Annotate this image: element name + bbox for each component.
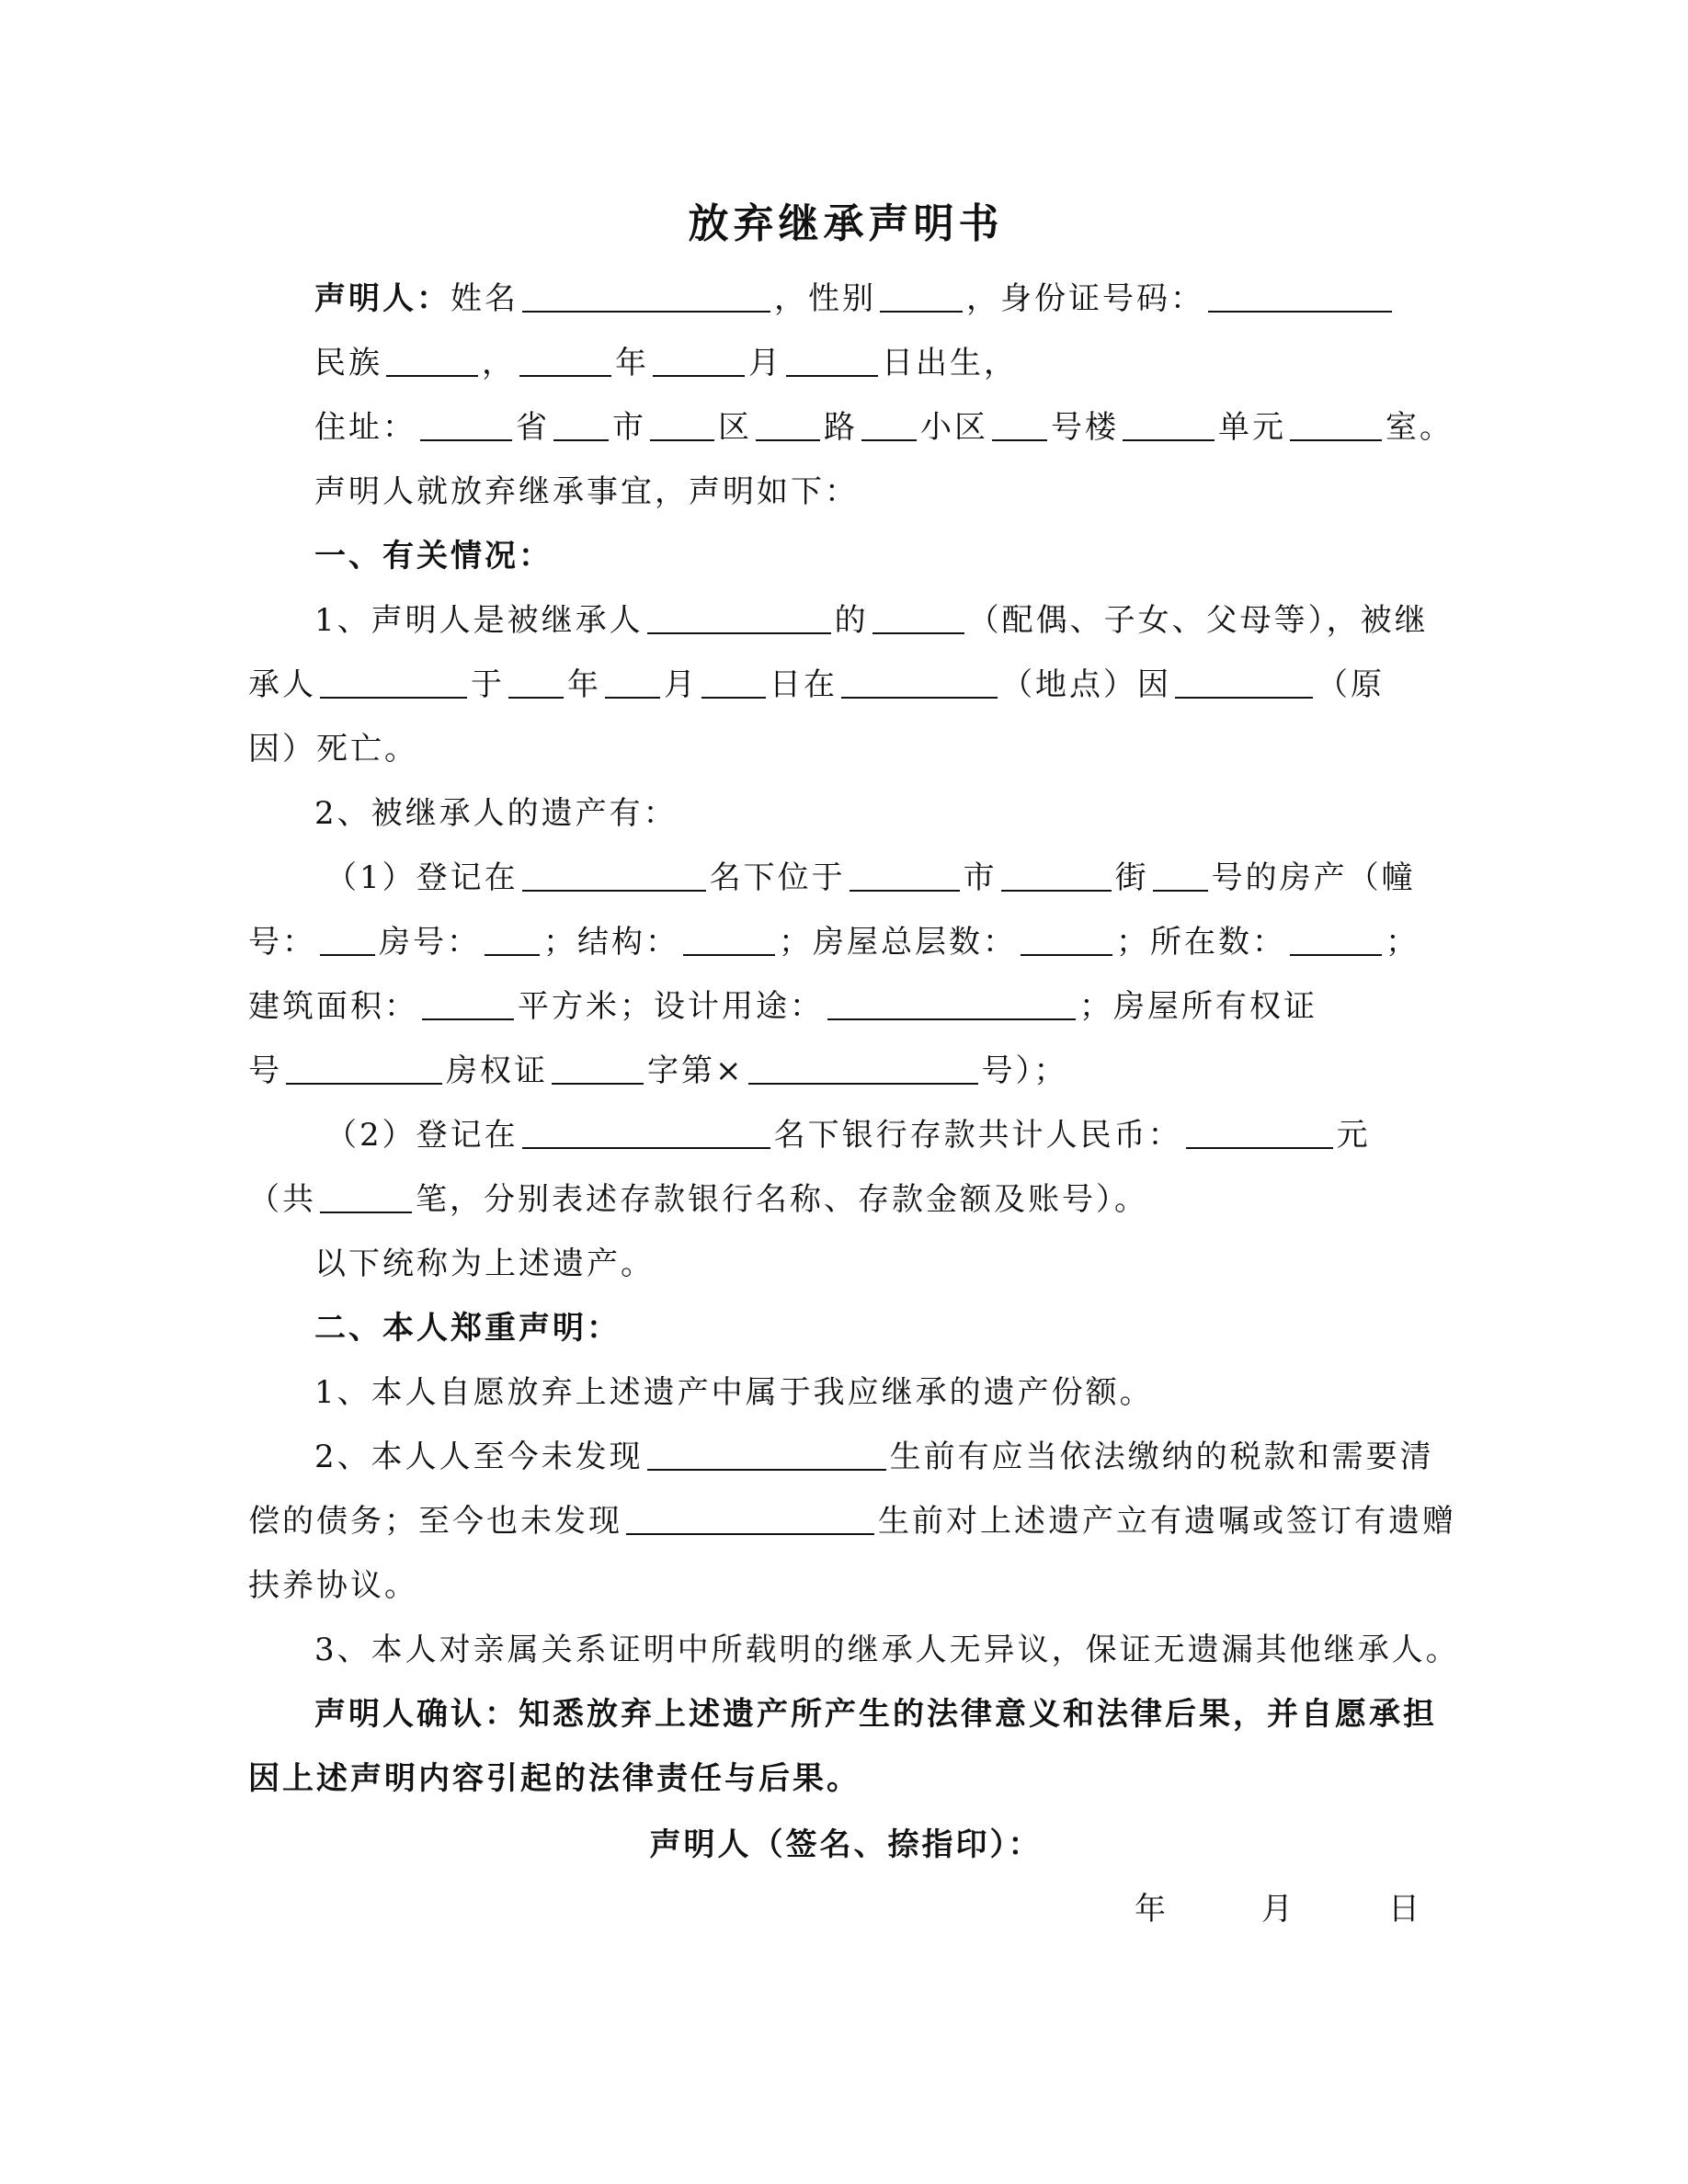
s2-item3: 3、本人对亲属关系证明中所载明的继承人无异议，保证无遗漏其他继承人。 — [314, 1632, 1460, 1668]
month-label: 月 — [748, 345, 782, 381]
city-label: 市 — [612, 409, 646, 446]
city-blank[interactable] — [553, 410, 609, 441]
s1-item1-text-f: 年 — [567, 666, 601, 703]
intro-line: 声明人就放弃继承事宜，声明如下： — [314, 473, 859, 510]
gender-label: ，性别 — [774, 280, 876, 317]
s1-item1-text-h: 日在 — [770, 666, 838, 703]
signature-label: 声明人（签名、捺指印）： — [649, 1826, 1043, 1863]
s1-item1-text-i: （地点）因 — [1001, 666, 1171, 703]
birth-year-blank[interactable] — [519, 346, 611, 377]
date-day: 日 — [1388, 1891, 1420, 1928]
decedent-will-blank[interactable] — [626, 1504, 874, 1535]
ethnicity-label: 民族 — [314, 345, 382, 381]
declarant-line-1 — [248, 267, 1443, 331]
certificate-no-blank[interactable] — [286, 1053, 442, 1085]
province-blank[interactable] — [420, 410, 512, 441]
deposit-line-2 — [248, 1167, 1443, 1232]
deposit-owner-blank[interactable] — [522, 1118, 770, 1149]
house-text-g: 房号： — [379, 924, 481, 961]
summary-line: 以下统称为上述遗产。 — [314, 1246, 655, 1282]
district-label: 区 — [718, 409, 752, 446]
death-place-blank[interactable] — [841, 667, 998, 699]
year-label: 年 — [615, 345, 649, 381]
house-text-a: （1）登记在 — [325, 859, 519, 896]
declarant-line-2 — [248, 331, 1443, 395]
s2-item2-text-b: 生前有应当依法缴纳的税款和需要清 — [889, 1439, 1434, 1475]
house-text-o: 号 — [248, 1052, 282, 1089]
road-blank[interactable] — [756, 410, 820, 441]
s2-item2-text-c: 偿的债务；至今也未发现 — [248, 1503, 622, 1540]
house-text-m: 平方米；设计用途： — [518, 988, 824, 1025]
document-content — [248, 193, 1460, 1941]
s1-item1-line-2 — [248, 653, 1443, 717]
deposit-line-1 — [248, 1103, 1443, 1167]
community-blank[interactable] — [861, 410, 917, 441]
road-label: 路 — [824, 409, 858, 446]
house-text-f: 号： — [248, 924, 316, 961]
unit-label: 单元 — [1218, 409, 1286, 446]
s1-item1-line-1 — [248, 588, 1443, 653]
house-text-r: 号）； — [981, 1052, 1068, 1089]
house-street-blank[interactable] — [1001, 860, 1112, 892]
deposit-text-a: （2）登记在 — [325, 1117, 519, 1154]
floor-area-blank[interactable] — [422, 989, 514, 1020]
house-text-d: 街 — [1114, 859, 1149, 896]
id-number-blank[interactable] — [1208, 281, 1392, 313]
total-floors-blank[interactable] — [1021, 925, 1112, 956]
born-label: 日出生， — [882, 345, 1018, 381]
document-title: 放弃继承声明书 — [688, 200, 1004, 247]
s1-item1-text-c: （配偶、子女、父母等），被继 — [967, 602, 1429, 639]
house-owner-blank[interactable] — [522, 860, 706, 892]
deposit-text-e: 笔，分别表述存款银行名称、存款金额及账号）。 — [416, 1181, 1148, 1218]
s1-item1-line-3: 因）死亡。 — [248, 731, 418, 768]
death-cause-blank[interactable] — [1175, 667, 1313, 699]
s2-item2-text-a: 2、本人人至今未发现 — [314, 1439, 644, 1475]
room-blank[interactable] — [1290, 410, 1382, 441]
death-month-blank[interactable] — [605, 667, 660, 699]
address-label: 住址： — [314, 409, 416, 446]
house-text-q: 字第× — [647, 1052, 745, 1089]
house-text-h: ；结构： — [543, 924, 679, 961]
structure-blank[interactable] — [683, 925, 775, 956]
deposit-text-d: （共 — [248, 1181, 316, 1218]
house-text-l: 建筑面积： — [248, 988, 418, 1025]
decedent-tax-blank[interactable] — [647, 1439, 886, 1471]
building-blank[interactable] — [992, 410, 1047, 441]
section-1-heading: 一、有关情况： — [314, 538, 553, 574]
house-line-1 — [248, 846, 1443, 910]
address-line — [248, 395, 1454, 460]
house-line-4 — [248, 1039, 1443, 1103]
community-label: 小区 — [920, 409, 988, 446]
birth-month-blank[interactable] — [653, 346, 745, 377]
building-no-blank[interactable] — [320, 925, 375, 956]
design-use-blank[interactable] — [827, 989, 1076, 1020]
house-text-b: 名下位于 — [709, 859, 846, 896]
house-line-2 — [248, 910, 1443, 974]
s1-item1-text-d: 承人 — [248, 666, 316, 703]
floor-blank[interactable] — [1290, 925, 1382, 956]
deposit-amount-blank[interactable] — [1186, 1118, 1333, 1149]
district-blank[interactable] — [650, 410, 714, 441]
house-city-blank[interactable] — [850, 860, 960, 892]
house-text-c: 市 — [963, 859, 998, 896]
deposit-text-b: 名下银行存款共计人民币： — [773, 1117, 1182, 1154]
room-label: 室。 — [1386, 409, 1454, 446]
name-label: 姓名 — [451, 280, 519, 317]
id-label: ，身份证号码： — [966, 280, 1204, 317]
house-number-blank[interactable] — [1153, 860, 1208, 892]
date-month: 月 — [1261, 1891, 1293, 1928]
s1-item2-intro: 2、被继承人的遗产有： — [314, 795, 678, 832]
s2-item1: 1、本人自愿放弃上述遗产中属于我应继承的遗产份额。 — [314, 1374, 1154, 1411]
declarant-label: 声明人： — [314, 280, 451, 317]
s2-item2-line-2 — [248, 1489, 1456, 1553]
death-year-blank[interactable] — [508, 667, 564, 699]
decedent-name-blank[interactable] — [647, 603, 831, 634]
comma: ， — [482, 345, 516, 381]
province-label: 省 — [516, 409, 550, 446]
house-line-3 — [248, 974, 1443, 1039]
deposit-count-blank[interactable] — [320, 1182, 412, 1213]
decedent-name-blank-2[interactable] — [320, 667, 467, 699]
birth-day-blank[interactable] — [786, 346, 878, 377]
room-no-blank[interactable] — [485, 925, 540, 956]
deposit-text-c: 元 — [1336, 1117, 1371, 1154]
house-text-k: ； — [1386, 924, 1420, 961]
confirmation-line-1: 声明人确认：知悉放弃上述遗产所产生的法律意义和法律后果，并自愿承担 — [314, 1696, 1437, 1733]
certificate-serial-blank[interactable] — [748, 1053, 978, 1085]
house-text-i: ；房屋总层数： — [779, 924, 1017, 961]
unit-blank[interactable] — [1123, 410, 1215, 441]
death-day-blank[interactable] — [701, 667, 766, 699]
s2-item2-line-3: 扶养协议。 — [248, 1567, 418, 1604]
s1-item1-text-b: 的 — [834, 602, 869, 639]
s2-item2-line-1 — [248, 1425, 1443, 1489]
house-text-j: ；所在数： — [1116, 924, 1286, 961]
ethnicity-blank[interactable] — [386, 346, 478, 377]
certificate-region-blank[interactable] — [552, 1053, 644, 1085]
house-text-p: 房权证 — [446, 1052, 548, 1089]
s1-item1-text-j: （原 — [1317, 666, 1385, 703]
s1-item1-text-a: 1、声明人是被继承人 — [314, 602, 644, 639]
confirmation-line-2: 因上述声明内容引起的法律责任与后果。 — [248, 1760, 861, 1797]
date-line — [248, 1877, 1420, 1941]
date-year: 年 — [1135, 1891, 1166, 1928]
section-2-heading: 二、本人郑重声明： — [314, 1310, 621, 1347]
building-label: 号楼 — [1051, 409, 1119, 446]
s1-item1-text-g: 月 — [664, 666, 698, 703]
house-text-e: 号的房产（幢 — [1211, 859, 1416, 896]
name-blank[interactable] — [522, 281, 770, 313]
s1-item1-text-e: 于 — [471, 666, 505, 703]
house-text-n: ；房屋所有权证 — [1079, 988, 1317, 1025]
s2-item2-text-d: 生前对上述遗产立有遗嘱或签订有遗赠 — [878, 1503, 1456, 1540]
gender-blank[interactable] — [880, 281, 963, 313]
relationship-blank[interactable] — [873, 603, 964, 634]
